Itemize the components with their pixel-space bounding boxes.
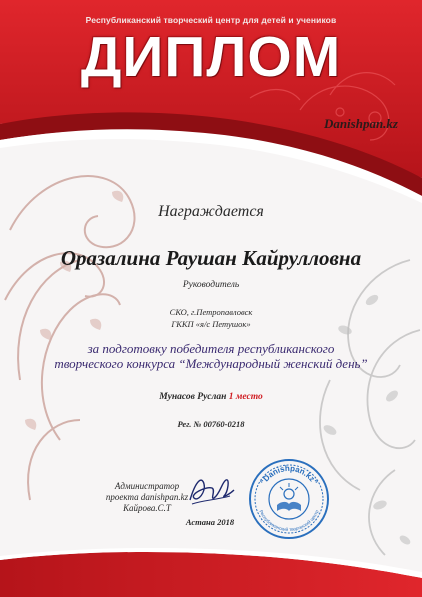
registration-number: Рег. № 00760-0218 bbox=[177, 419, 245, 429]
admin-title: Администратор bbox=[114, 481, 180, 491]
stamp-bottom-text: Республиканский творческий центр bbox=[258, 509, 320, 533]
diploma-title: ДИПЛОМ bbox=[80, 25, 342, 89]
round-stamp-seal bbox=[247, 457, 331, 541]
admin-project: проекта danishpan.kz bbox=[105, 492, 189, 502]
stamp-top-text: "Danishpan.kz" bbox=[258, 463, 320, 487]
svg-text:Республиканский творческий цен bbox=[258, 509, 319, 532]
city-year: Астана 2018 bbox=[185, 517, 235, 527]
website-label: Danishpan.kz bbox=[323, 116, 398, 131]
awarded-label: Награждается bbox=[158, 203, 264, 220]
floral-swirl-decoration bbox=[5, 176, 135, 500]
signature-mark bbox=[186, 470, 236, 510]
award-reason-line2: творческого конкурса “Международный женский день” bbox=[54, 356, 368, 371]
winner-line bbox=[0, 392, 422, 402]
recipient-organization: ГККП «я/с Петушок» bbox=[171, 319, 251, 329]
award-reason-line1: за подготовку победителя республиканского bbox=[87, 341, 335, 356]
winner-place: 1 место bbox=[228, 392, 263, 402]
recipient-role: Руководитель bbox=[182, 280, 240, 290]
organization-header: Республиканский творческий центр для детей и учеников bbox=[85, 15, 337, 25]
recipient-location: СКО, г.Петропавловск bbox=[169, 307, 253, 317]
admin-name: Кайрова.С.Т bbox=[123, 503, 171, 513]
recipient-name: Оразалина Раушан Кайрулловна bbox=[60, 246, 362, 270]
winner-name: Мунасов Руслан bbox=[159, 392, 227, 402]
